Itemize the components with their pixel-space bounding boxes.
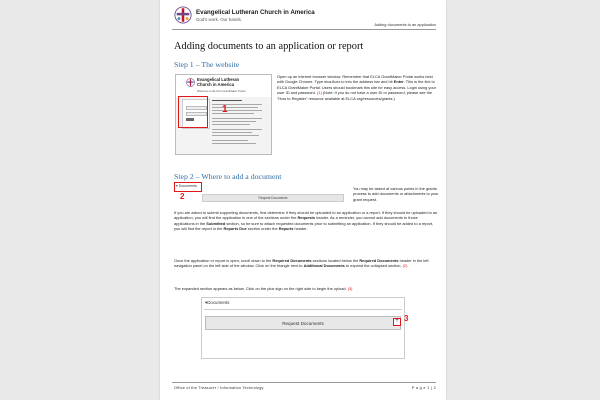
running-header: Adding documents to an application <box>374 22 436 27</box>
step2-paragraph-2 <box>174 258 439 269</box>
callout-number-1: 1 <box>222 104 228 115</box>
screenshot-welcome: Welcome to ELCA's GrantMaker Portal <box>197 89 246 93</box>
text-run: Once the application or report is open, scroll down to the <box>174 258 273 263</box>
screenshot-header <box>176 75 271 97</box>
screenshot-text-line <box>212 100 242 101</box>
header-divider <box>172 29 436 30</box>
text-run: header in the left navigation panel on the left side of the window. Click on the triangle next to <box>174 258 429 269</box>
callout-ref: (1) <box>317 90 322 96</box>
request-documents-bar-small <box>202 194 344 202</box>
documents-collapsed-label: ▾ Documents <box>176 184 197 188</box>
text-run: to expand the collapsed section. <box>344 263 403 269</box>
screenshot-text-line <box>212 140 248 141</box>
screenshot-text-line <box>212 124 250 125</box>
text-run: section, so be sure to attach requested documents prior to submitting an application. If they should be added to a report, you will find the report in the <box>174 220 434 232</box>
text-run: (Note: If you do not have a user ID or password, please see the "How to Register" resource available at ELCA.org/resources/grants.) <box>277 90 433 101</box>
callout-ref: (2) <box>402 263 408 269</box>
screenshot-text-line <box>212 107 258 108</box>
request-documents-label: Request Documents <box>282 320 324 326</box>
text-run-bold: Enter <box>393 79 404 85</box>
callout-number-2: 2 <box>180 192 185 201</box>
document-page <box>160 0 446 400</box>
expanded-documents-screenshot <box>201 297 405 359</box>
org-name: Evangelical Lutheran Church in America <box>196 9 315 16</box>
text-run-bold: Required Documents <box>359 258 399 263</box>
document-title: Adding documents to an application or report <box>174 41 364 52</box>
callout-ref: (3) <box>347 286 353 291</box>
text-run: . This is the link to ELCA GrantMaker Portal. Users should bookmark this site for easy access. Login using your user ID and password. <box>277 79 436 96</box>
step2-paragraph-1 <box>174 210 439 232</box>
footer-divider <box>172 382 436 383</box>
request-documents-bar <box>205 316 401 330</box>
screenshot-text-line <box>212 118 262 119</box>
text-run-bold: Requests <box>297 215 316 221</box>
screenshot-text-line <box>212 104 262 105</box>
screenshot-text-line <box>212 132 252 133</box>
text-run-bold: Additional Documents <box>303 263 345 269</box>
screenshot-text-line <box>212 121 256 122</box>
step2-heading: Step 2 – Where to add a document <box>174 172 282 181</box>
step2-paragraph-3 <box>174 286 439 291</box>
callout-number-3: 3 <box>404 314 409 323</box>
text-run: The expanded section appears as below. Click on the plus sign on the right side to begin the upload. <box>174 286 348 291</box>
text-run: header. <box>293 226 308 232</box>
text-run: If you are asked to submit supporting documents, first determine if they should be uploaded to an application or a report. If they should be uploaded to an application, you will find the application in one of the sections under the <box>174 210 438 221</box>
elca-cross-logo-icon <box>174 6 192 24</box>
footer-department: Office of the Treasurer / Information Technology <box>174 386 264 390</box>
page-number: P a g e 1 | 2 <box>411 386 436 390</box>
plus-sign: + <box>395 317 399 324</box>
screenshot-org-name: Evangelical Lutheran Church in America <box>197 77 240 87</box>
step2-intro: You may be asked at various points in the grants process to add documents or attachments to your grant request. <box>353 186 439 202</box>
text-run-bold: Required Documents <box>272 258 312 263</box>
text-run: sections located below the <box>311 258 360 263</box>
screenshot-text-line <box>212 110 262 111</box>
step1-instructions <box>277 74 437 101</box>
step1-heading: Step 1 – The website <box>174 60 240 69</box>
text-run-bold: Submitted <box>206 220 226 226</box>
text-run: header. As a reminder, you cannot add documents to those applications in the <box>174 215 418 226</box>
documents-divider <box>204 309 402 310</box>
screenshot-text-line <box>212 129 262 130</box>
org-tagline: God's work. Our hands. <box>196 17 242 22</box>
text-run-bold: Reports Due <box>223 226 247 232</box>
text-run: section under the <box>246 226 279 232</box>
screenshot-text-line <box>212 143 256 144</box>
screenshot-logo-icon <box>186 78 195 87</box>
request-documents-label: Request Documents <box>258 196 288 200</box>
screenshot-text-line <box>212 113 254 114</box>
login-highlight-box <box>178 96 208 128</box>
text-run: Open up an internet browser window. Remember that ELCA GrantMaker Portal works best with Google Chrome. Type elca.fluxx.io into the address bar and hit <box>277 74 433 85</box>
text-run-bold: Reports <box>278 226 294 232</box>
documents-expanded-label: ▾Documents <box>205 300 230 305</box>
screenshot-text-line <box>212 135 259 136</box>
add-document-plus-icon[interactable] <box>393 318 401 326</box>
